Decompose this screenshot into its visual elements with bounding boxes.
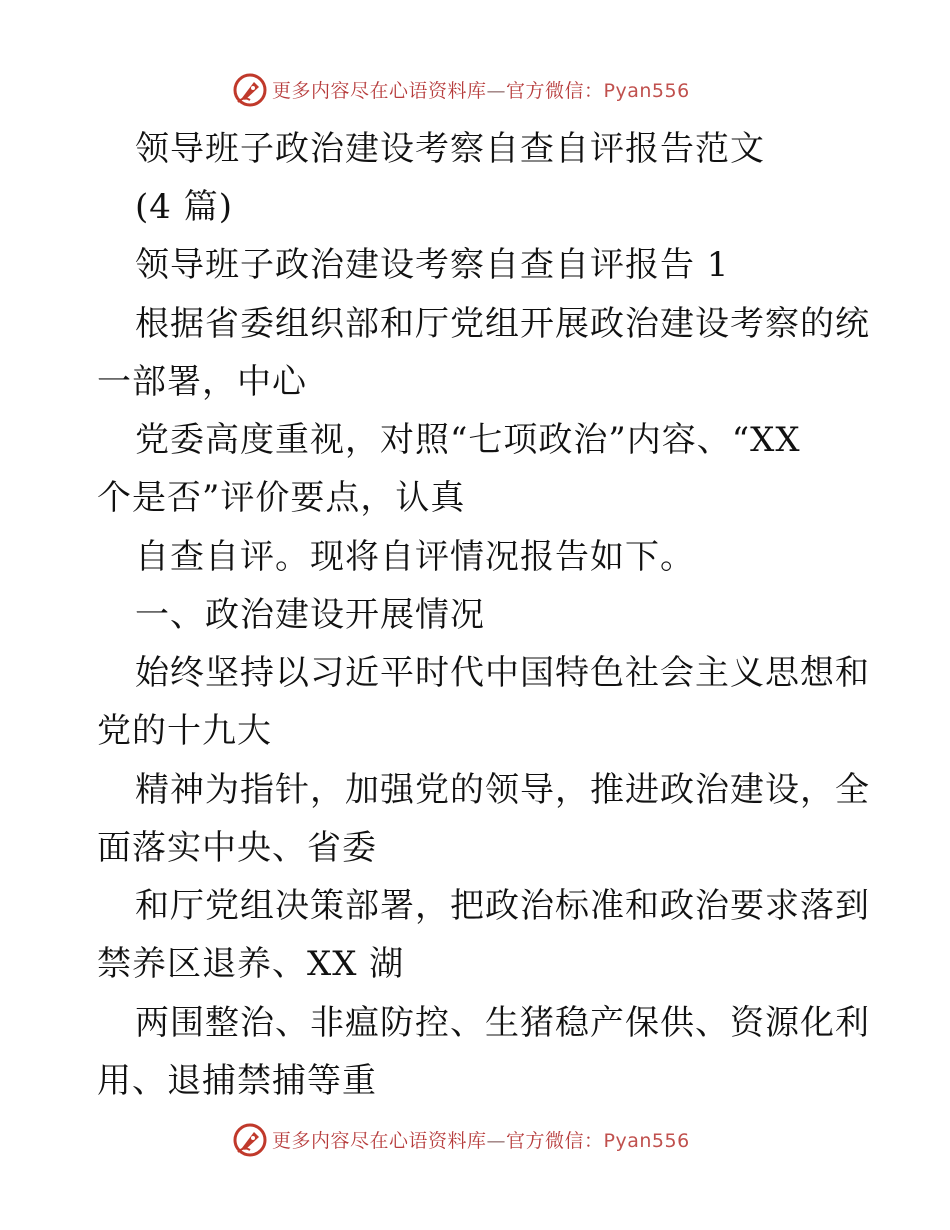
watermark-banner-bottom xyxy=(0,1120,950,1160)
watermark-wechat-id: Pyan556 xyxy=(603,1130,690,1152)
paragraph-line: 一部署，中心 xyxy=(97,362,307,402)
paragraph-line: 个是否”评价要点，认真 xyxy=(97,478,466,518)
paragraph-line: 精神为指针，加强党的领导，推进政治建设，全 xyxy=(135,770,870,810)
watermark-wechat-label: 官方微信： xyxy=(506,80,604,102)
watermark-wechat-label: 官方微信： xyxy=(506,1130,604,1152)
document-title: 领导班子政治建设考察自查自评报告范文 xyxy=(135,129,765,169)
paragraph-line: 根据省委组织部和厅党组开展政治建设考察的统 xyxy=(135,304,870,344)
paragraph-line: 面落实中央、省委 xyxy=(97,828,377,868)
watermark-banner-top xyxy=(0,70,950,110)
watermark-wechat-id: Pyan556 xyxy=(603,80,690,102)
paragraph-line: 用、退捕禁捕等重 xyxy=(97,1061,377,1101)
paragraph-line: 党的十九大 xyxy=(97,711,272,751)
watermark-text xyxy=(272,76,690,103)
watermark-slogan: 更多内容尽在心语资料库 xyxy=(272,1130,487,1152)
section-heading: 领导班子政治建设考察自查自评报告 1 xyxy=(135,245,730,285)
watermark-separator: — xyxy=(486,1130,507,1152)
pen-nib-logo-icon xyxy=(232,1122,268,1158)
pen-nib-logo-icon xyxy=(232,72,268,108)
section-heading: 一、政治建设开展情况 xyxy=(135,595,485,635)
paragraph-line: 自查自评。现将自评情况报告如下。 xyxy=(135,537,695,577)
paragraph-line: 两围整治、非瘟防控、生猪稳产保供、资源化利 xyxy=(135,1003,870,1043)
paragraph-line: 和厅党组决策部署，把政治标准和政治要求落到 xyxy=(135,886,870,926)
watermark-separator: — xyxy=(486,80,507,102)
paragraph-line: 禁养区退养、XX 湖 xyxy=(97,944,405,984)
watermark-text xyxy=(272,1126,690,1153)
paragraph-line: 党委高度重视，对照“七项政治”内容、“XX xyxy=(135,420,801,460)
watermark-slogan: 更多内容尽在心语资料库 xyxy=(272,80,487,102)
paragraph-line: 始终坚持以习近平时代中国特色社会主义思想和 xyxy=(135,653,870,693)
document-subtitle: (4 篇) xyxy=(135,187,233,227)
